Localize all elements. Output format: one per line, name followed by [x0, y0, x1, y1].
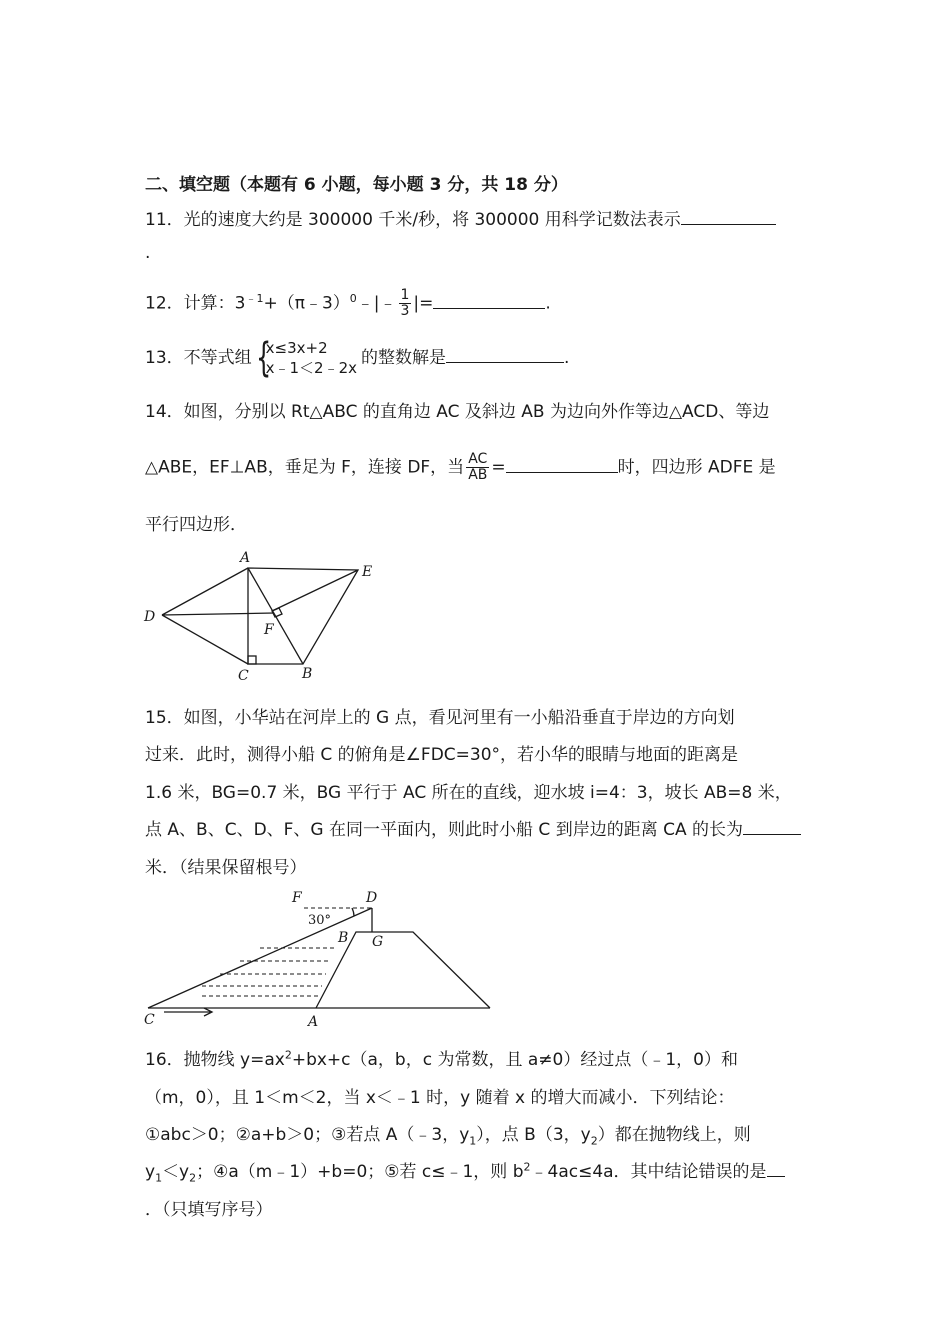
exponent: 2	[523, 1160, 531, 1174]
question-tail: .	[545, 293, 551, 314]
figure-q14	[140, 548, 380, 688]
question-16-line4	[145, 1157, 785, 1184]
fraction	[399, 288, 412, 319]
question-14-line2	[145, 452, 776, 483]
label-a: A	[308, 1014, 319, 1030]
question-text: 抛物线 y=ax	[183, 1050, 285, 1070]
question-11	[145, 205, 776, 230]
question-tail: .	[564, 348, 570, 368]
exponent: ﹣1	[245, 291, 264, 305]
question-text: 时，四边形 ADFE 是	[617, 457, 776, 478]
angle-arc	[352, 908, 354, 916]
answer-blank[interactable]	[743, 816, 801, 835]
label-g: G	[372, 934, 384, 950]
question-11-tail: .	[145, 243, 151, 263]
question-text: =	[491, 457, 506, 478]
question-text: △ABE，EF⊥AB，垂足为 F，连接 DF，当	[145, 457, 465, 478]
fraction-denominator: 3	[400, 303, 410, 319]
question-number: 15．	[145, 708, 184, 728]
quad-acbe	[248, 568, 358, 664]
section-title: 二、填空题（本题有 6 小题，每小题 3 分，共 18 分）	[145, 175, 568, 195]
question-text: +bx+c（a，b，c 为常数，且 a≠0）经过点（﹣1，0）和	[291, 1050, 738, 1070]
question-16-line3	[145, 1120, 751, 1147]
question-14-line3: 平行四边形．	[145, 515, 247, 535]
question-15-line1	[145, 703, 735, 728]
label-d: D	[144, 609, 156, 625]
segment-ef	[272, 570, 358, 611]
label-c: C	[238, 668, 249, 684]
inequality-line: x≤3x+2	[265, 339, 328, 357]
right-angle-c	[248, 656, 256, 664]
question-12	[145, 288, 551, 319]
segment-dc	[162, 615, 248, 664]
fraction-numerator: 1	[400, 287, 410, 303]
exponent: 2	[284, 1048, 292, 1062]
question-text: y	[145, 1162, 156, 1182]
question-text: ﹣4ac≤4a．其中结论错误的是	[530, 1162, 767, 1182]
label-d: D	[366, 890, 378, 906]
question-16-line5: ．（只填写序号）	[145, 1200, 273, 1220]
label-f: F	[292, 890, 302, 906]
label-f: F	[264, 622, 274, 638]
answer-blank[interactable]	[433, 290, 545, 309]
question-number: 16．	[145, 1050, 184, 1070]
exponent: 0	[349, 291, 357, 305]
question-text: ）都在抛物线上，则	[597, 1125, 751, 1145]
segment-df	[162, 613, 274, 615]
question-15-line3: 1.6 米，BG=0.7 米，BG 平行于 AC 所在的直线，迎水坡 i=4：3，坡长 AB=8 米，	[145, 783, 792, 803]
subscript: 2	[189, 1171, 197, 1185]
answer-blank[interactable]	[506, 454, 618, 473]
question-text: 光的速度大约是 300000 千米/秒，将 300000 用科学记数法表示	[183, 210, 681, 230]
fraction-numerator: AC	[466, 452, 489, 468]
question-16-line1	[145, 1045, 738, 1070]
question-text: ①abc＞0；②a+b＞0；③若点 A（﹣3，y	[145, 1125, 470, 1145]
label-b: B	[338, 930, 349, 946]
fraction	[466, 452, 489, 483]
label-angle: 30°	[308, 913, 332, 928]
question-text: 点 A、B、C、D、F、G 在同一平面内，则此时小船 C 到岸边的距离 CA 的长为	[145, 820, 743, 840]
inequality-system	[255, 335, 358, 381]
expr-part: 计算：3	[183, 293, 246, 314]
question-16-line2: （m，0），且 1＜m＜2，当 x＜﹣1 时，y 随着 x 的增大而减小．下列结论：	[145, 1088, 735, 1108]
answer-blank[interactable]	[446, 344, 564, 363]
label-c: C	[144, 1012, 155, 1028]
question-15-line2: 过来．此时，测得小船 C 的俯角是∠FDC=30°，若小华的眼睛与地面的距离是	[145, 745, 739, 765]
sight-line-dc	[148, 908, 372, 1008]
figure-q15	[140, 888, 500, 1030]
inequality-line: x﹣1＜2﹣2x	[265, 359, 358, 377]
question-13	[145, 335, 570, 381]
question-text: 如图，小华站在河岸上的 G 点，看见河里有一小船沿垂直于岸边的方向划	[183, 708, 735, 728]
subscript: 2	[590, 1134, 598, 1148]
question-text: ），点 B（3，y	[476, 1125, 591, 1145]
expr-part: +（π﹣3）	[263, 293, 350, 314]
label-e: E	[362, 564, 373, 580]
question-15-line5: 米．（结果保留根号）	[145, 858, 307, 878]
question-number: 11．	[145, 210, 184, 230]
segment-da	[162, 568, 248, 615]
question-text: ；④a（m﹣1）+b=0；⑤若 c≤﹣1，则 b	[196, 1162, 524, 1182]
answer-blank[interactable]	[767, 1158, 785, 1177]
question-14-line1	[145, 397, 769, 422]
question-number: 12．	[145, 293, 184, 314]
segment-ab	[248, 568, 303, 664]
subscript: 1	[155, 1171, 163, 1185]
question-text: 不等式组	[183, 348, 252, 368]
question-number: 13．	[145, 348, 184, 368]
question-15-line4	[145, 815, 801, 840]
question-number: 14．	[145, 402, 184, 422]
fraction-denominator: AB	[468, 467, 488, 483]
label-b: B	[302, 666, 313, 682]
question-text: ＜y	[162, 1162, 190, 1182]
question-text: 如图，分别以 Rt△ABC 的直角边 AC 及斜边 AB 为边向外作等边△ACD、等边	[183, 402, 770, 422]
brace-icon: {	[255, 335, 271, 381]
expr-part: |=	[413, 293, 434, 314]
label-a: A	[240, 550, 251, 566]
question-text: 的整数解是	[361, 348, 447, 368]
answer-blank[interactable]	[681, 206, 776, 225]
subscript: 1	[469, 1134, 477, 1148]
expr-part: ﹣|﹣	[356, 293, 397, 314]
